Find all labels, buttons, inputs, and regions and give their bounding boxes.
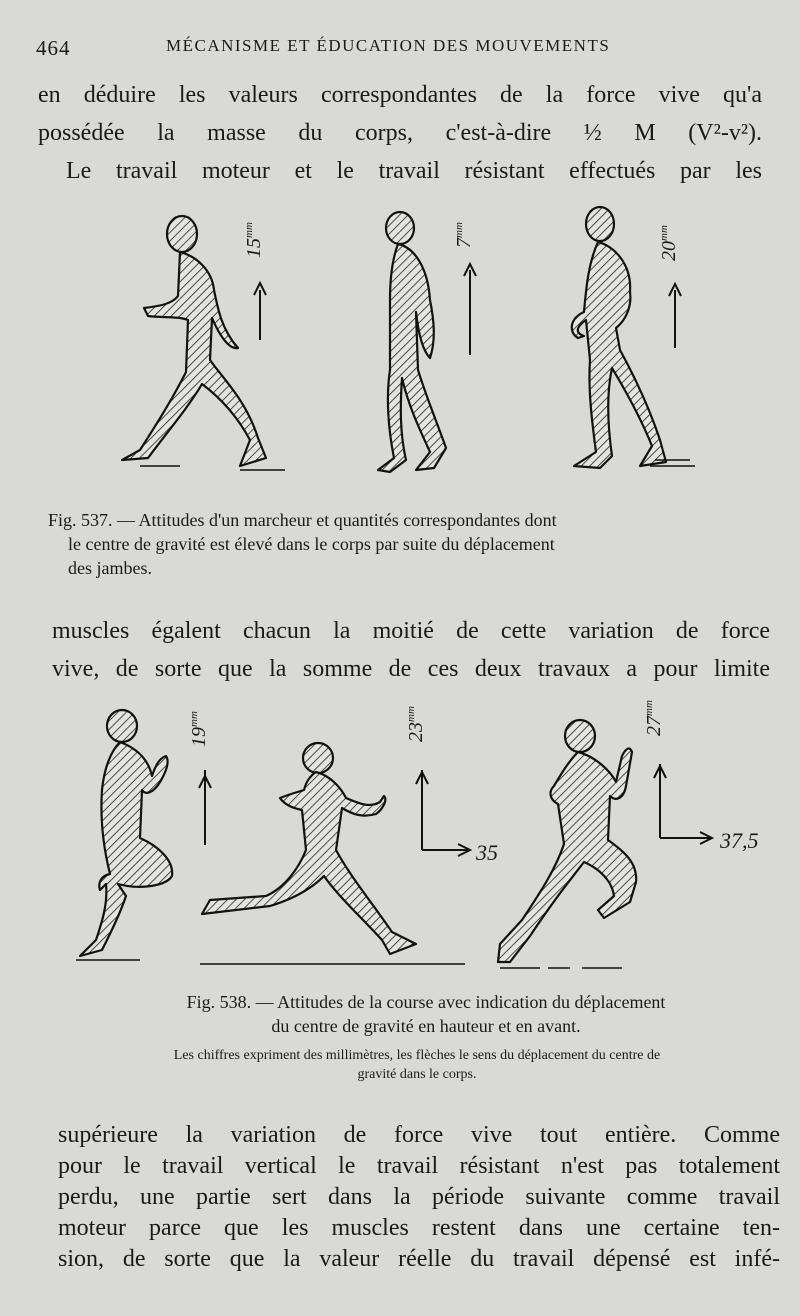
paragraph-3 xyxy=(58,1120,780,1275)
fig537-label-1: $15^{mm}$ xyxy=(243,222,265,258)
fig538-caption-line-1: Fig. 538. — Attitudes de la course avec indication du déplacement xyxy=(186,992,666,1012)
figure-537 xyxy=(100,200,700,490)
paragraph-2 xyxy=(52,612,770,688)
paragraph-2-line-2: vive, de sorte que la somme de ces deux travaux a pour limite xyxy=(52,656,770,682)
figure-538 xyxy=(70,700,790,980)
paragraph-1-line-1: en déduire les valeurs correspondantes de la force vive qu'a xyxy=(38,82,762,108)
paragraph-3-line-2: pour le travail vertical le travail résistant n'est pas totalement xyxy=(58,1153,780,1179)
paragraph-1-line-2: possédée la masse du corps, c'est-à-dire ½ M (V²-v²). xyxy=(38,120,762,146)
walker-figure-2 xyxy=(378,212,446,472)
runner-figure-2 xyxy=(202,743,416,954)
fig538-forward-label-1: 35 xyxy=(476,840,498,865)
fig537-label-2: $7^{mm}$ xyxy=(453,222,475,248)
paragraph-1 xyxy=(38,76,762,190)
running-title: MÉCANISME ET ÉDUCATION DES MOUVEMENTS xyxy=(166,36,611,55)
paragraph-1-line-3: Le travail moteur et le travail résistant effectués par les xyxy=(66,158,762,184)
fig538-note-line-2: gravité dans le corps. xyxy=(357,1067,477,1082)
runner-figure-1 xyxy=(80,710,172,956)
fig537-caption-line-2: le centre de gravité est élevé dans le corps par suite du déplacement xyxy=(68,534,555,554)
fig538-vertical-label-2: $23^{mm}$ xyxy=(405,706,427,742)
fig537-label-3: $20^{mm}$ xyxy=(658,225,680,261)
paragraph-3-line-5: sion, de sorte que la valeur réelle du travail dépensé est infé- xyxy=(58,1246,780,1272)
fig538-forward-label-2: 37,5 xyxy=(720,828,759,853)
fig538-vertical-label-3: $27^{mm}$ xyxy=(643,700,665,736)
paragraph-2-line-1: muscles égalent chacun la moitié de cette variation de force xyxy=(52,618,770,644)
runner-figure-3 xyxy=(498,720,636,962)
fig537-caption-line-3: des jambes. xyxy=(68,558,152,578)
page-number: 464 xyxy=(36,36,71,60)
figure-537-caption xyxy=(48,508,778,580)
figure-538-note xyxy=(52,1046,782,1084)
fig538-vertical-label-1: $19^{mm}$ xyxy=(188,711,210,747)
paragraph-3-line-1: supérieure la variation de force vive tout entière. Comme xyxy=(58,1122,780,1148)
paragraph-3-line-3: perdu, une partie sert dans la période suivante comme travail xyxy=(58,1184,780,1210)
fig537-caption-line-1: Fig. 537. — Attitudes d'un marcheur et quantités correspondantes dont xyxy=(48,510,557,530)
paragraph-3-line-4: moteur parce que les muscles restent dans une certaine ten- xyxy=(58,1215,780,1241)
fig538-caption-line-2: du centre de gravité en hauteur et en avant. xyxy=(271,1016,581,1036)
fig538-note-line-1: Les chiffres expriment des millimètres, les flèches le sens du déplacement du centre de xyxy=(173,1048,661,1063)
running-head xyxy=(36,36,766,66)
figure-538-caption xyxy=(86,990,766,1038)
walker-figure-3 xyxy=(572,207,666,468)
